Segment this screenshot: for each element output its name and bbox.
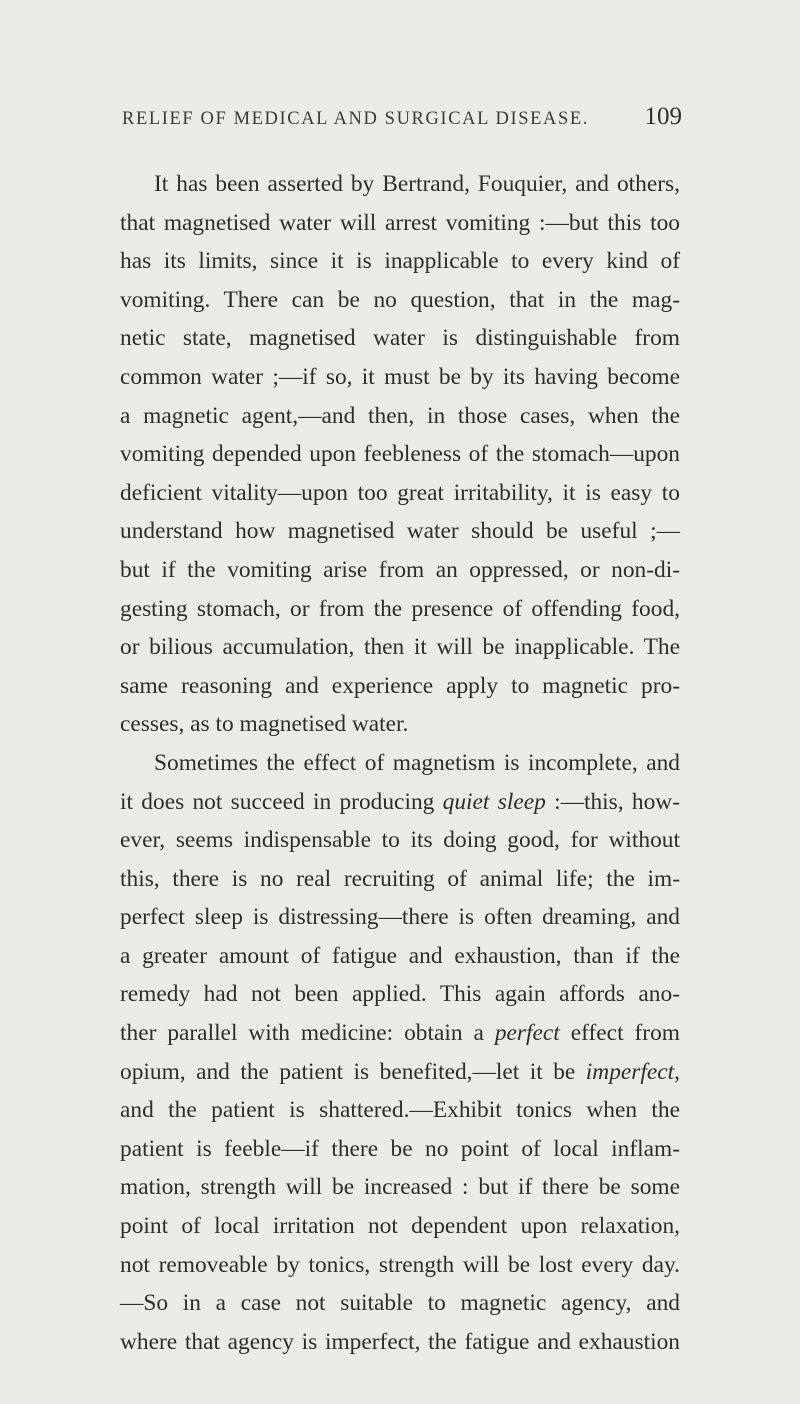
text-line: ever, seems indispensable to its doing good, for without bbox=[120, 827, 680, 854]
text-line: —So in a case not suitable to magnetic agency, and bbox=[120, 1290, 680, 1317]
page-number: 109 bbox=[644, 103, 682, 130]
text-line: remedy had not been applied. This again affords ano- bbox=[120, 981, 680, 1008]
text-line: point of local irritation not dependent upon relaxation, bbox=[120, 1213, 680, 1240]
text-line: cesses, as to magnetised water. bbox=[120, 711, 409, 738]
text-line: a greater amount of fatigue and exhaustion, than if the bbox=[120, 942, 680, 969]
text-line: perfect sleep is distressing—there is often dreaming, and bbox=[120, 904, 680, 931]
running-head bbox=[122, 103, 682, 143]
text-line: gesting stomach, or from the presence of offending food, bbox=[120, 595, 680, 622]
text-line: patient is feeble—if there be no point of local inflam- bbox=[120, 1135, 680, 1162]
text-line: vomiting. There can be no question, that in the mag- bbox=[120, 286, 680, 313]
italic-phrase: imperfect bbox=[585, 1058, 675, 1085]
text-line: opium, and the patient is benefited,—let it be imperfect, bbox=[120, 1058, 680, 1085]
text-line: understand how magnetised water should be useful ;— bbox=[120, 518, 680, 545]
text-line: this, there is no real recruiting of animal life; the im- bbox=[120, 865, 680, 892]
text-line: a magnetic agent,—and then, in those cases, when the bbox=[120, 402, 680, 429]
text-line: that magnetised water will arrest vomiting :—but this too bbox=[120, 209, 680, 236]
running-title: RELIEF OF MEDICAL AND SURGICAL DISEASE. bbox=[122, 109, 590, 129]
text-line: deficient vitality—upon too great irritability, it is easy to bbox=[120, 479, 680, 506]
text-line: common water ;—if so, it must be by its having become bbox=[120, 363, 680, 390]
text-line: has its limits, since it is inapplicable to every kind of bbox=[120, 248, 680, 275]
text-line: same reasoning and experience apply to magnetic pro- bbox=[120, 672, 680, 699]
text-line: netic state, magnetised water is distinguishable from bbox=[120, 325, 680, 352]
text-line: not removeable by tonics, strength will be lost every day. bbox=[120, 1251, 680, 1278]
text-line: it does not succeed in producing quiet sleep :—this, how- bbox=[120, 788, 680, 815]
text-line: vomiting depended upon feebleness of the stomach—upon bbox=[120, 441, 680, 468]
text-line: ther parallel with medicine: obtain a perfect effect from bbox=[120, 1020, 680, 1047]
italic-phrase: perfect bbox=[494, 1020, 560, 1047]
text-line: Sometimes the effect of magnetism is incomplete, and bbox=[154, 749, 680, 776]
text-line: It has been asserted by Bertrand, Fouquier, and others, bbox=[154, 171, 680, 197]
text-line: and the patient is shattered.—Exhibit tonics when the bbox=[120, 1097, 680, 1124]
italic-phrase: quiet sleep bbox=[442, 788, 546, 815]
text-line: where that agency is imperfect, the fatigue and exhaustion bbox=[120, 1328, 680, 1355]
body-text bbox=[120, 165, 680, 1361]
text-line: mation, strength will be increased : but if there be some bbox=[120, 1174, 680, 1201]
text-line: but if the vomiting arise from an oppressed, or non-di- bbox=[120, 556, 680, 583]
text-line: or bilious accumulation, then it will be inapplicable. The bbox=[120, 634, 680, 661]
